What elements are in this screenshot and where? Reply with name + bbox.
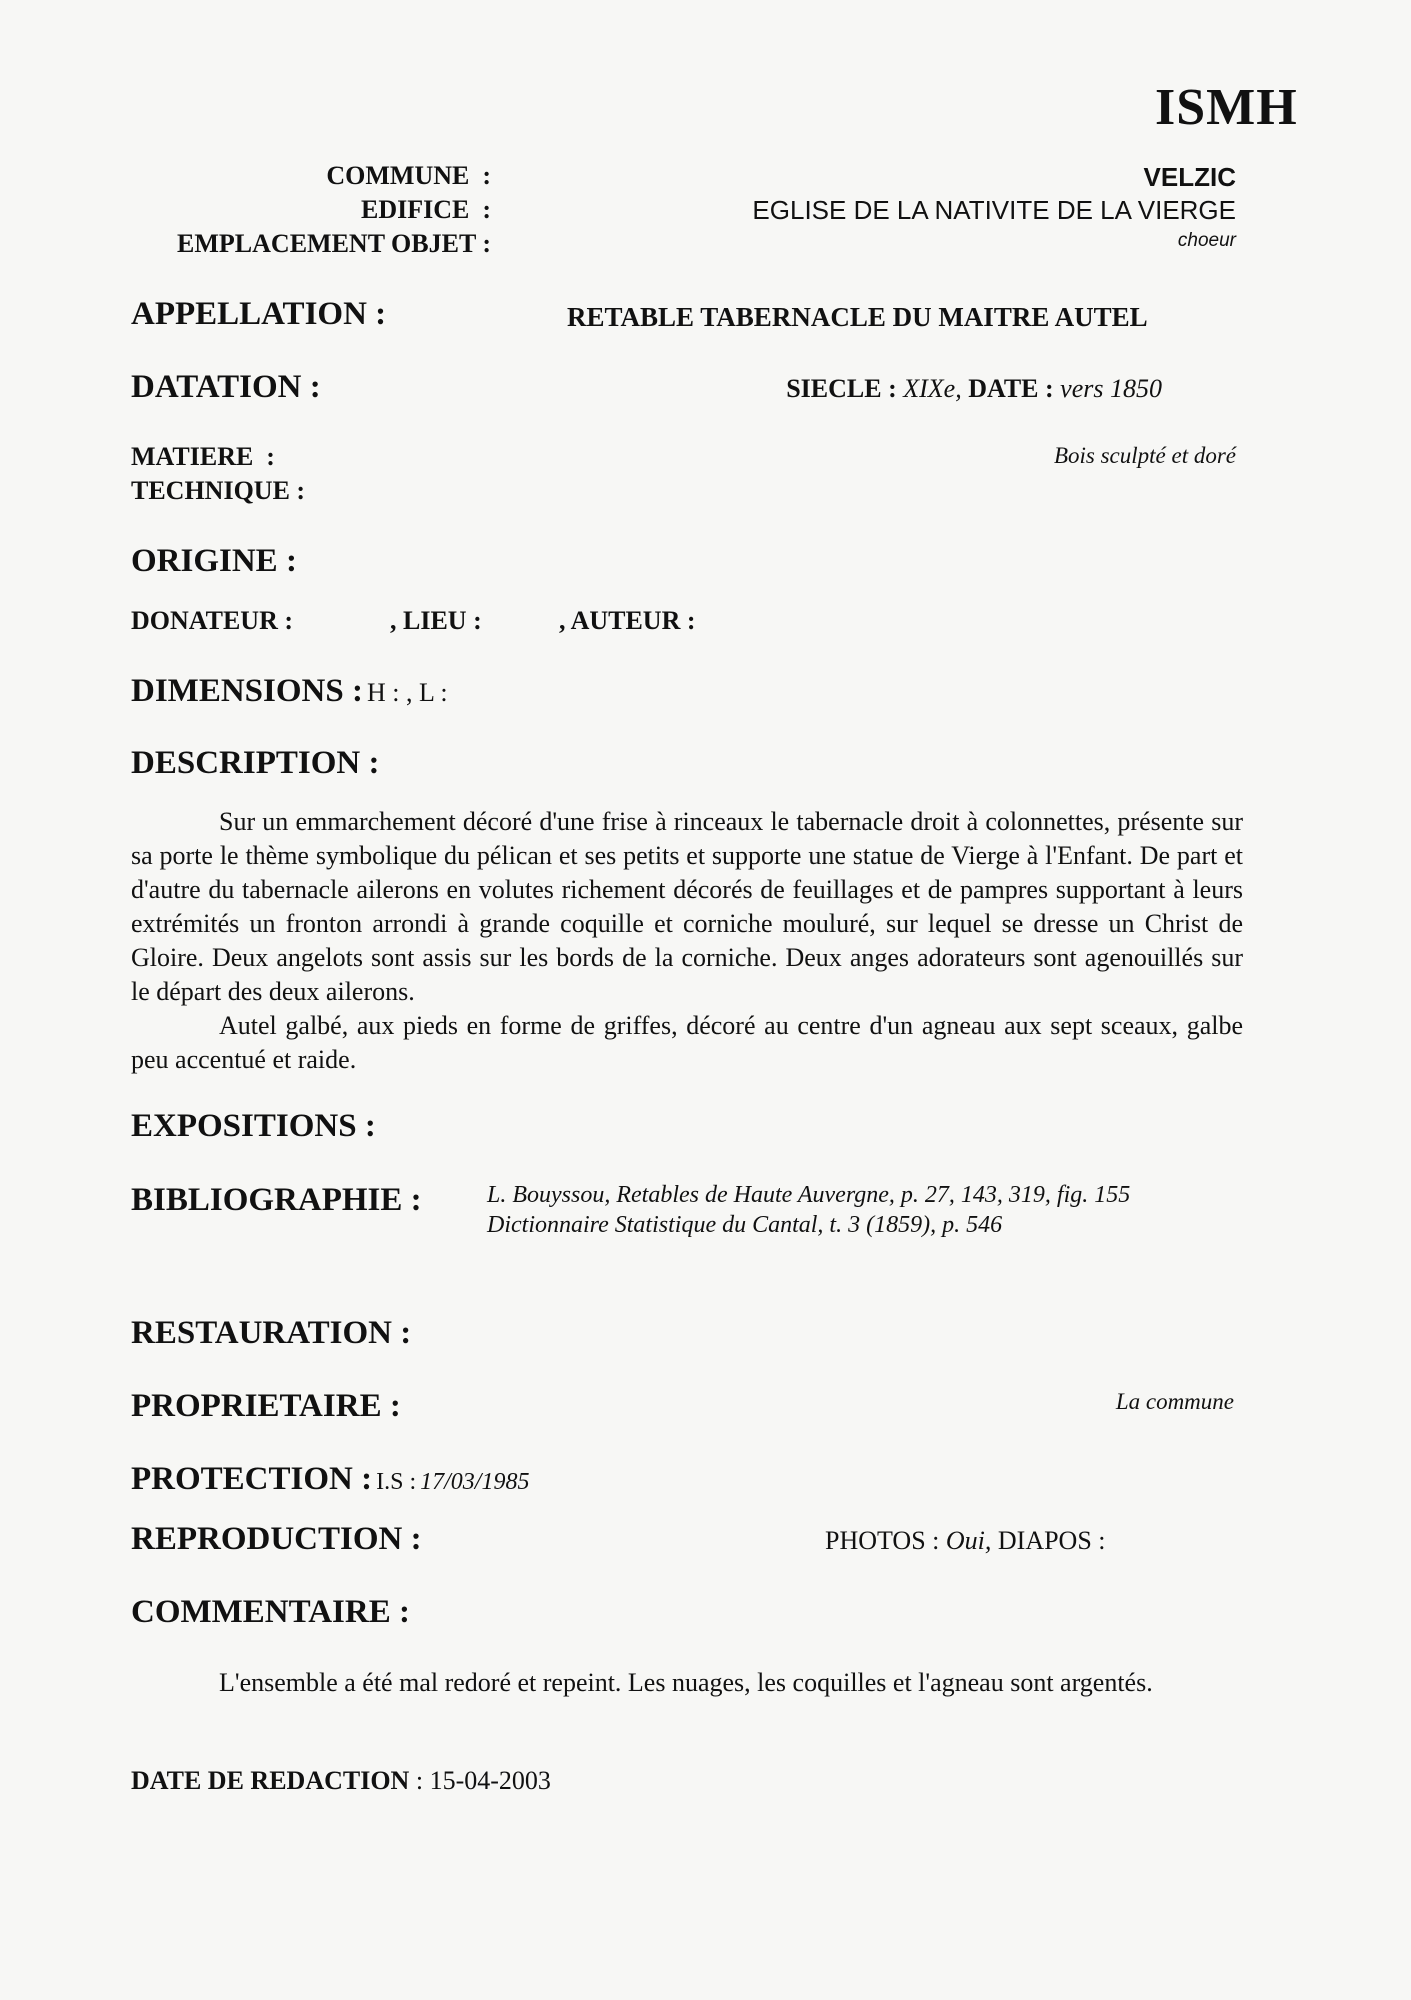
appellation-label: APPELLATION :: [131, 296, 387, 332]
reproduction-value: [825, 1526, 1106, 1556]
technique-label: TECHNIQUE :: [131, 476, 306, 505]
commentaire-paragraph: L'ensemble a été mal redoré et repeint. Les nuages, les coquilles et l'agneau sont argentés.: [219, 1668, 1153, 1697]
reproduction-label: REPRODUCTION :: [131, 1521, 422, 1557]
diapos-label: DIAPOS :: [997, 1526, 1106, 1555]
origine-label: ORIGINE :: [131, 543, 297, 579]
restauration-label: RESTAURATION :: [131, 1315, 412, 1351]
proprietaire-label: PROPRIETAIRE :: [131, 1388, 401, 1424]
redaction-row: [131, 1766, 551, 1796]
bibliographie-entry: Dictionnaire Statistique du Cantal, t. 3 (1859), p. 546: [487, 1212, 1003, 1238]
commentaire-text: [131, 1666, 1243, 1700]
siecle-value: XIXe,: [903, 374, 962, 403]
matiere-value: Bois sculpté et doré: [1053, 443, 1236, 468]
description-paragraph: Sur un emmarchement décoré d'une frise à rinceaux le tabernacle droit à colonnettes, présente sur sa porte le thème symbolique du pélican et ses petits et supporte une statue de Vierge à l'Enfant. De part et d'autre du tabernacle ailerons en volutes richement décorés de feuillages et de pampres supportant à leurs extrémités un fronton arrondi à grande coquille et corniche mouluré, sur lequel se dresse un Christ de Gloire. Deux angelots sont assis sur les bords de la corniche. Deux anges adorateurs sont agenouillés sur le départ des deux ailerons.: [131, 807, 1243, 1006]
photos-value: Oui,: [945, 1526, 992, 1555]
protection-label: PROTECTION :: [131, 1461, 373, 1497]
redaction-label: DATE DE REDACTION: [131, 1766, 410, 1795]
edifice-value: EGLISE DE LA NATIVITE DE LA VIERGE: [752, 195, 1236, 225]
edifice-label: EDIFICE :: [360, 195, 491, 224]
protection-type: I.S :: [376, 1469, 417, 1495]
lieu-label: , LIEU :: [390, 606, 482, 635]
emplacement-label: EMPLACEMENT OBJET :: [177, 229, 491, 258]
date-label: DATE :: [968, 374, 1054, 403]
dimensions-value: H : , L :: [366, 678, 448, 707]
ismh-badge: ISMH: [1155, 79, 1298, 136]
photos-label: PHOTOS :: [825, 1526, 940, 1555]
description-paragraph: Autel galbé, aux pieds en forme de griffes, décoré au centre d'un agneau aux sept sceaux, galbe peu accentué et raide.: [131, 1011, 1243, 1074]
siecle-label: SIECLE :: [786, 374, 897, 403]
matiere-label: MATIERE :: [131, 442, 275, 471]
auteur-label: , AUTEUR :: [559, 606, 696, 635]
datation-label: DATATION :: [131, 369, 321, 405]
date-value: vers 1850: [1060, 374, 1162, 403]
dimensions-row: [131, 673, 448, 710]
datation-value: [786, 374, 1162, 404]
description-text: [131, 805, 1243, 1077]
emplacement-value: choeur: [1177, 230, 1236, 251]
protection-date: 17/03/1985: [420, 1469, 530, 1495]
description-label: DESCRIPTION :: [131, 745, 380, 781]
appellation-value: RETABLE TABERNACLE DU MAITRE AUTEL: [567, 302, 1148, 332]
commentaire-label: COMMENTAIRE :: [131, 1594, 410, 1630]
commune-label: COMMUNE :: [326, 161, 491, 190]
redaction-value: : 15-04-2003: [415, 1766, 551, 1795]
bibliographie-entry: L. Bouyssou, Retables de Haute Auvergne, p. 27, 143, 319, fig. 155: [487, 1182, 1131, 1208]
expositions-label: EXPOSITIONS :: [131, 1108, 376, 1144]
dimensions-label: DIMENSIONS :: [131, 673, 363, 709]
donateur-label: DONATEUR :: [131, 606, 294, 635]
proprietaire-value: La commune: [1115, 1389, 1234, 1414]
commune-value: VELZIC: [1143, 162, 1236, 192]
protection-row: [131, 1461, 529, 1498]
bibliographie-label: BIBLIOGRAPHIE :: [131, 1182, 422, 1218]
